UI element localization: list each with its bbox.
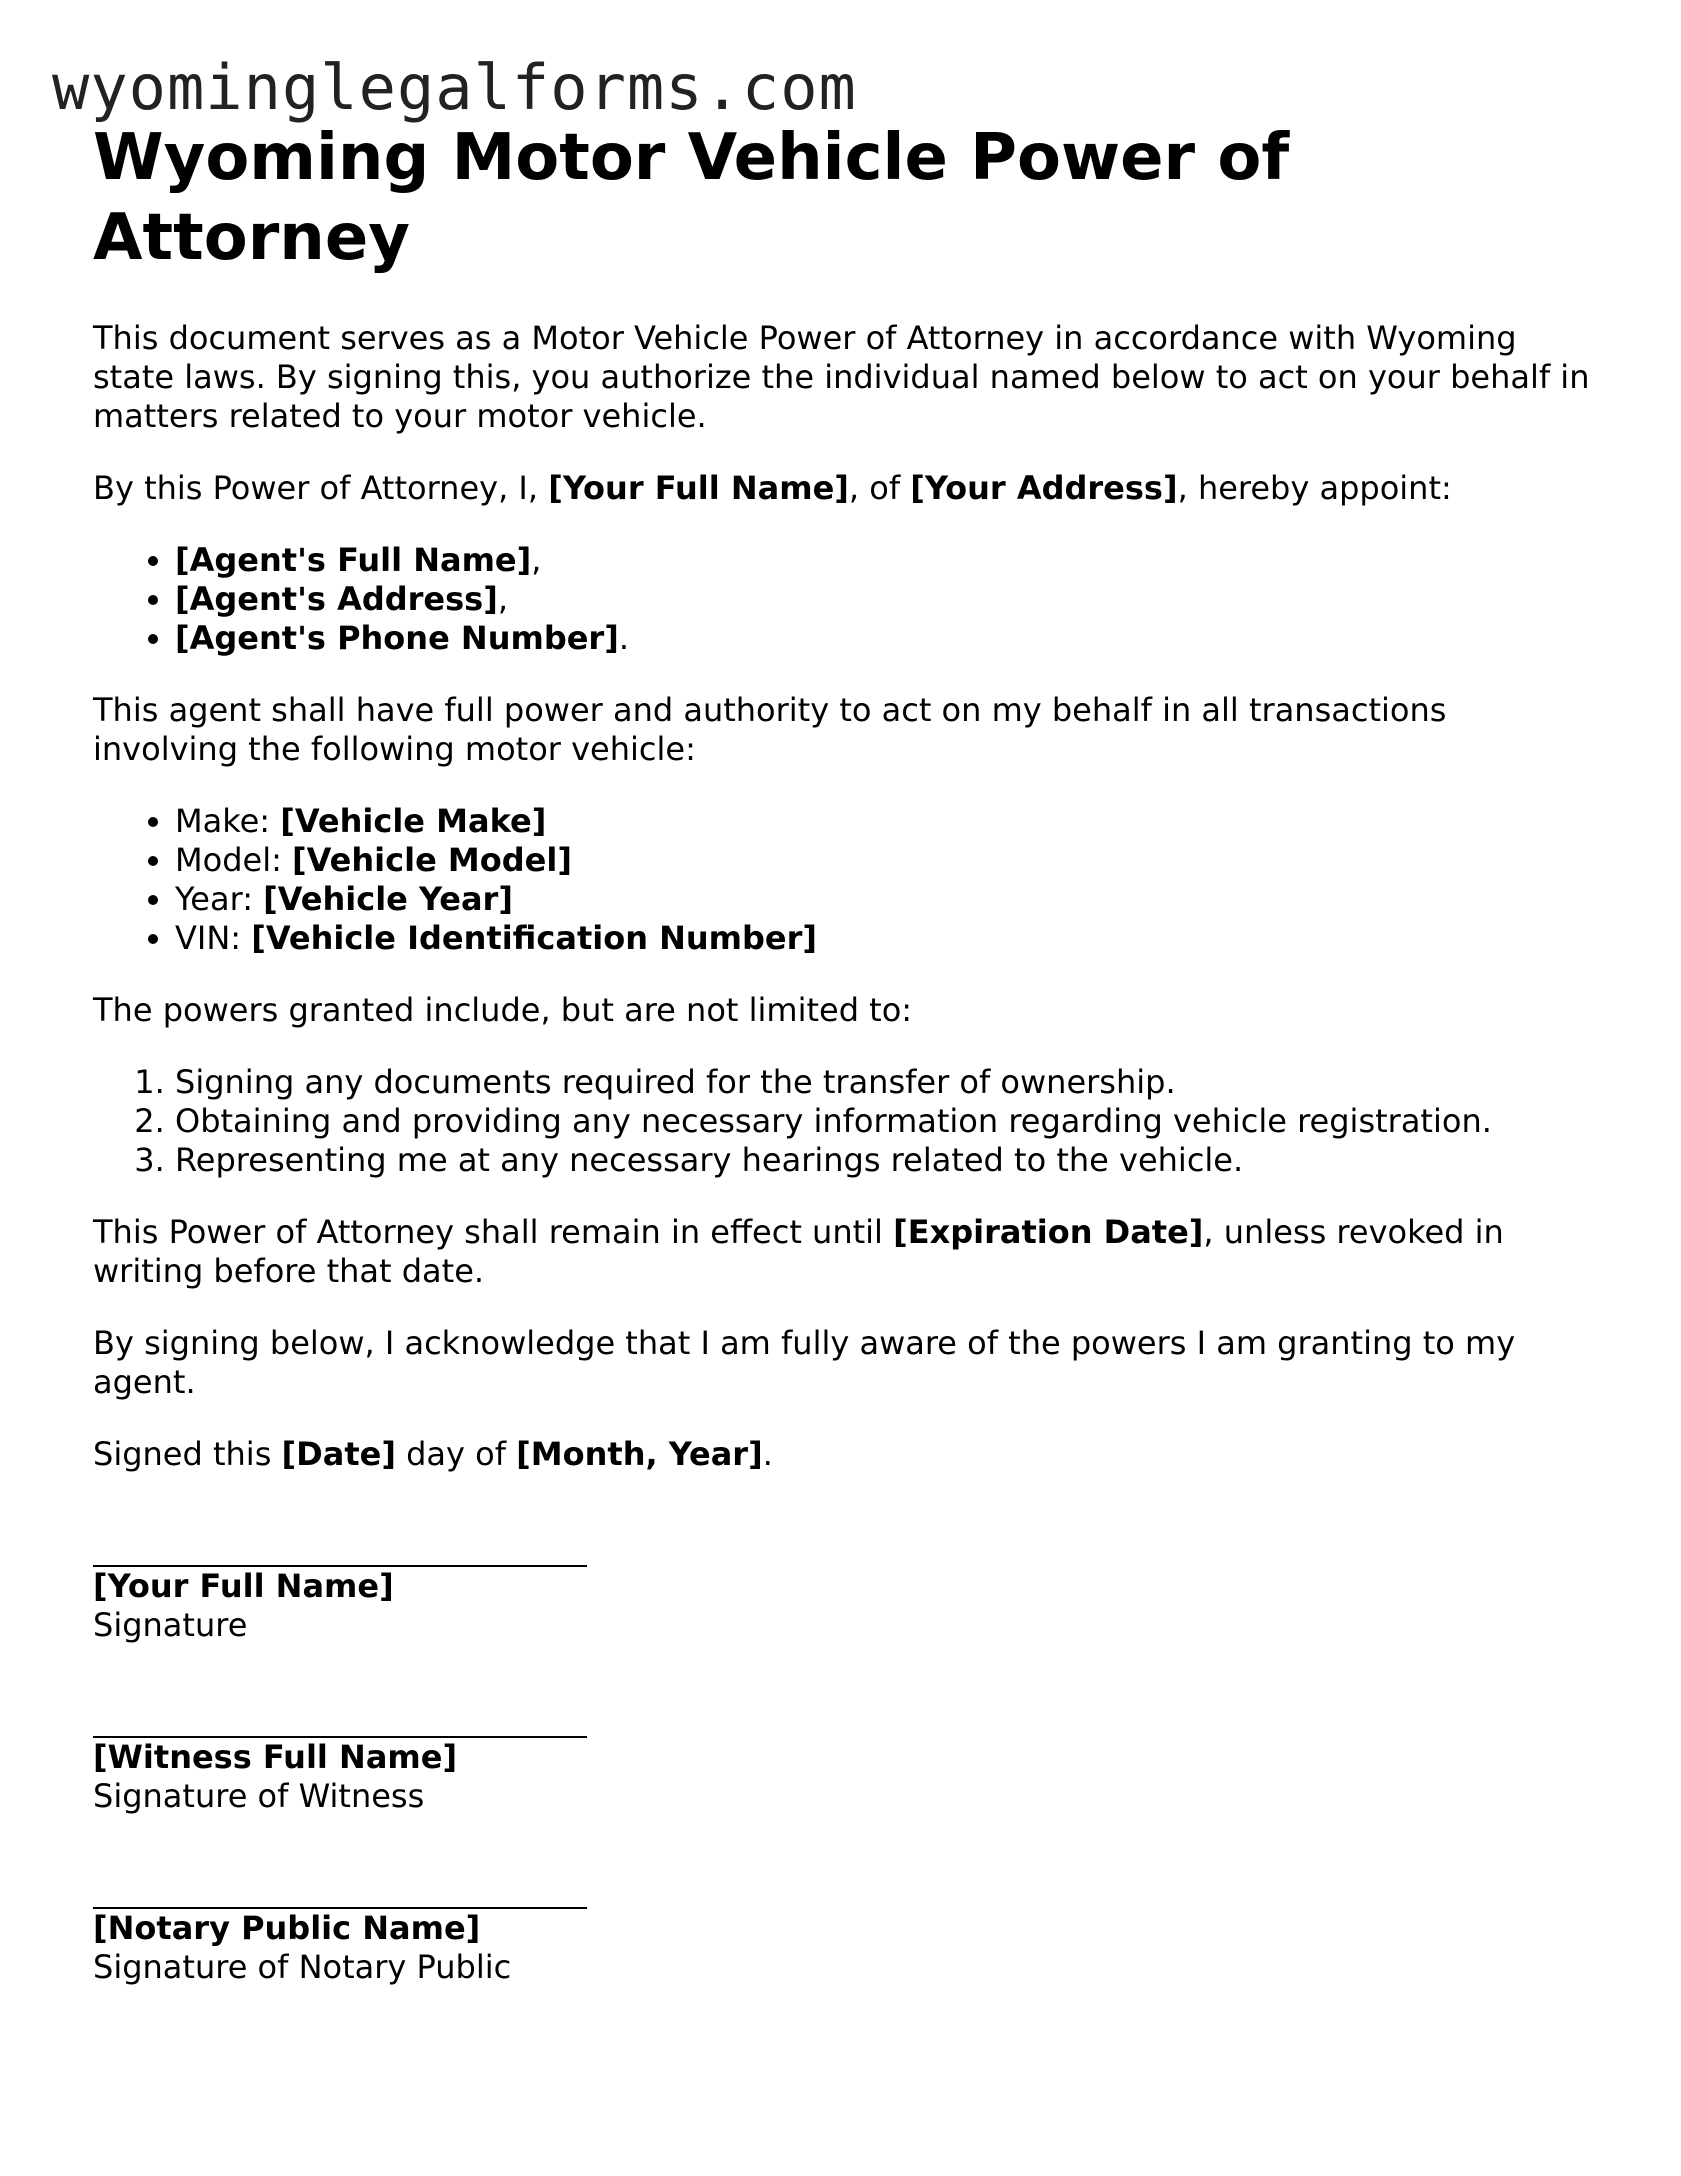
effect-paragraph — [93, 1213, 1593, 1291]
agent-name-field: [Agent's Full Name] — [175, 541, 532, 579]
appoint-mid: , of — [848, 469, 911, 507]
vehicle-model-field: [Vehicle Model] — [292, 841, 572, 879]
vehicle-make-field: [Vehicle Make] — [280, 802, 547, 840]
authority-paragraph: This agent shall have full power and authority to act on my behalf in all transactions involving the following motor vehicle: — [93, 691, 1447, 768]
acknowledge-paragraph: By signing below, I acknowledge that I am fully aware of the powers I am granting to my agent. — [93, 1324, 1516, 1401]
signature-name: [Your Full Name] — [93, 1567, 394, 1605]
power-item: 2. Obtaining and providing any necessary information regarding vehicle registration. — [175, 1102, 1593, 1141]
agent-phone-field: [Agent's Phone Number] — [175, 619, 619, 657]
signature-block-witness — [93, 1678, 1593, 1816]
signed-suffix: . — [762, 1435, 773, 1473]
power-item: 1. Signing any documents required for the transfer of ownership. — [175, 1063, 1593, 1102]
vehicle-list — [93, 802, 1593, 958]
vehicle-item — [175, 841, 1593, 880]
signed-month-year-field: [Month, Year] — [516, 1435, 763, 1473]
vehicle-vin-field: [Vehicle Identification Number] — [251, 919, 818, 957]
signature-line[interactable] — [93, 1507, 587, 1567]
principal-name-field: [Your Full Name] — [548, 469, 849, 507]
agent-item — [175, 619, 1593, 658]
signature-label: Signature of Witness — [93, 1777, 425, 1815]
signed-date-field: [Date] — [281, 1435, 396, 1473]
vehicle-label: VIN: — [175, 919, 252, 957]
signature-label: Signature of Notary Public — [93, 1948, 512, 1986]
expiration-date-field: [Expiration Date] — [893, 1213, 1204, 1251]
vehicle-label: Model: — [175, 841, 293, 879]
signature-name: [Witness Full Name] — [93, 1738, 458, 1776]
principal-address-field: [Your Address] — [910, 469, 1178, 507]
vehicle-label: Year: — [175, 880, 264, 918]
powers-intro: The powers granted include, but are not limited to: — [93, 991, 913, 1029]
punct: , — [531, 541, 542, 579]
agent-address-field: [Agent's Address] — [175, 580, 498, 618]
punct: . — [618, 619, 629, 657]
punct: , — [497, 580, 509, 618]
appoint-prefix: By this Power of Attorney, I, — [93, 469, 549, 507]
signature-block-principal — [93, 1507, 1593, 1645]
signature-name: [Notary Public Name] — [93, 1909, 481, 1947]
vehicle-item — [175, 919, 1593, 958]
signature-block-notary — [93, 1849, 1593, 1987]
intro-paragraph: This document serves as a Motor Vehicle Power of Attorney in accordance with Wyoming state laws. By signing this, you authorize the individual named below to act on your behalf in matters related to your motor vehicle. — [93, 319, 1590, 435]
vehicle-item — [175, 880, 1593, 919]
power-item: 3. Representing me at any necessary hearings related to the vehicle. — [175, 1141, 1593, 1180]
signature-line[interactable] — [93, 1849, 587, 1909]
document-body — [93, 118, 1593, 1987]
effect-suffix: , unless revoked in writing before that date. — [93, 1213, 1504, 1290]
signed-prefix: Signed this — [93, 1435, 282, 1473]
signature-line[interactable] — [93, 1678, 587, 1738]
document-title: Wyoming Motor Vehicle Power of Attorney — [93, 121, 1290, 275]
agent-item — [175, 541, 1593, 580]
vehicle-label: Make: — [175, 802, 281, 840]
powers-list — [93, 1063, 1593, 1180]
appointment-paragraph — [93, 469, 1593, 508]
agent-item — [175, 580, 1593, 619]
vehicle-item — [175, 802, 1593, 841]
signed-paragraph — [93, 1435, 1593, 1474]
signed-mid: day of — [395, 1435, 517, 1473]
site-watermark: wyominglegalforms.com — [52, 51, 857, 124]
signature-label: Signature — [93, 1606, 248, 1644]
effect-prefix: This Power of Attorney shall remain in effect until — [93, 1213, 894, 1251]
appoint-suffix: , hereby appoint: — [1177, 469, 1452, 507]
agent-list — [93, 541, 1593, 658]
vehicle-year-field: [Vehicle Year] — [263, 880, 513, 918]
